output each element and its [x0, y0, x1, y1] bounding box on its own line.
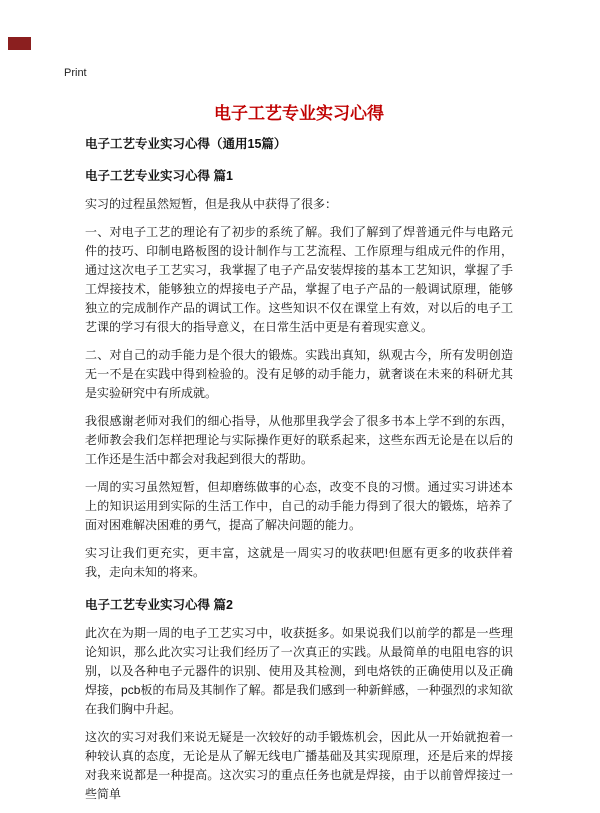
- paragraph: 我很感谢老师对我们的细心指导，从他那里我学会了很多书本上学不到的东西，老师教会我们怎样把理论与实际操作更好的联系起来，这些东西无论是在以后的工作还是生活中都会对我起到很大的帮助。: [85, 414, 513, 466]
- paragraph: 一周的实习虽然短暂，但却磨练做事的心态，改变不良的习惯。通过实习讲述本上的知识运用到实际的生活工作中，自己的动手能力得到了很大的锻炼，培养了面对困难解决困难的勇气，提高了解决问题的能力。: [85, 480, 513, 532]
- section-1-heading: 电子工艺专业实习心得 篇1: [85, 169, 233, 183]
- top-left-red-box: [8, 37, 31, 50]
- paragraph: 实习让我们更充实，更丰富，这就是一周实习的收获吧!但愿有更多的收获伴着我，走向未知的将来。: [85, 546, 513, 579]
- paragraph: 这次的实习对我们来说无疑是一次较好的动手锻炼机会，因此从一开始就抱着一种较认真的态度，无论是从了解无线电广播基础及其实现原理，还是后来的焊接对我来说都是一种提高。这次实习的重点任务也就是焊接，由于以前曾焊接过一些简单: [85, 730, 513, 801]
- paragraph: 实习的过程虽然短暂，但是我从中获得了很多：: [85, 197, 338, 211]
- print-button[interactable]: Print: [64, 67, 87, 79]
- document-subtitle: 电子工艺专业实习心得（通用15篇）: [85, 137, 287, 151]
- document-title: 电子工艺专业实习心得: [214, 104, 384, 123]
- paragraph: 一、对电子工艺的理论有了初步的系统了解。我们了解到了焊普通元件与电路元件的技巧、印制电路板图的设计制作与工艺流程、工作原理与组成元件的作用，通过这次电子工艺实习，我掌握了电子产品安装焊接的基本工艺知识，掌握了手工焊接技术，能够独立的焊接电子产品，掌握了电子产品的一般调试原理，能够独立的完成制作产品的调试工作。这些知识不仅在课堂上有效，对以后的电子工艺课的学习有很大的指导意义，在日常生活中更是有着现实意义。: [85, 225, 513, 334]
- document-content: [85, 103, 513, 813]
- section-2-heading: 电子工艺专业实习心得 篇2: [85, 598, 233, 612]
- paragraph: 此次在为期一周的电子工艺实习中，收获挺多。如果说我们以前学的都是一些理论知识，那么此次实习让我们经历了一次真正的实践。从最简单的电阻电容的识别，以及各种电子元器件的识别、使用及其检测，到电烙铁的正确使用以及正确焊接，pcb板的布局及其制作了解。都是我们感到一种新鲜感，一种强烈的求知欲在我们胸中升起。: [85, 626, 513, 716]
- paragraph: 二、对自己的动手能力是个很大的锻炼。实践出真知，纵观古今，所有发明创造无一不是在实践中得到检验的。没有足够的动手能力，就奢谈在未来的科研尤其是实验研究中有所成就。: [85, 348, 513, 400]
